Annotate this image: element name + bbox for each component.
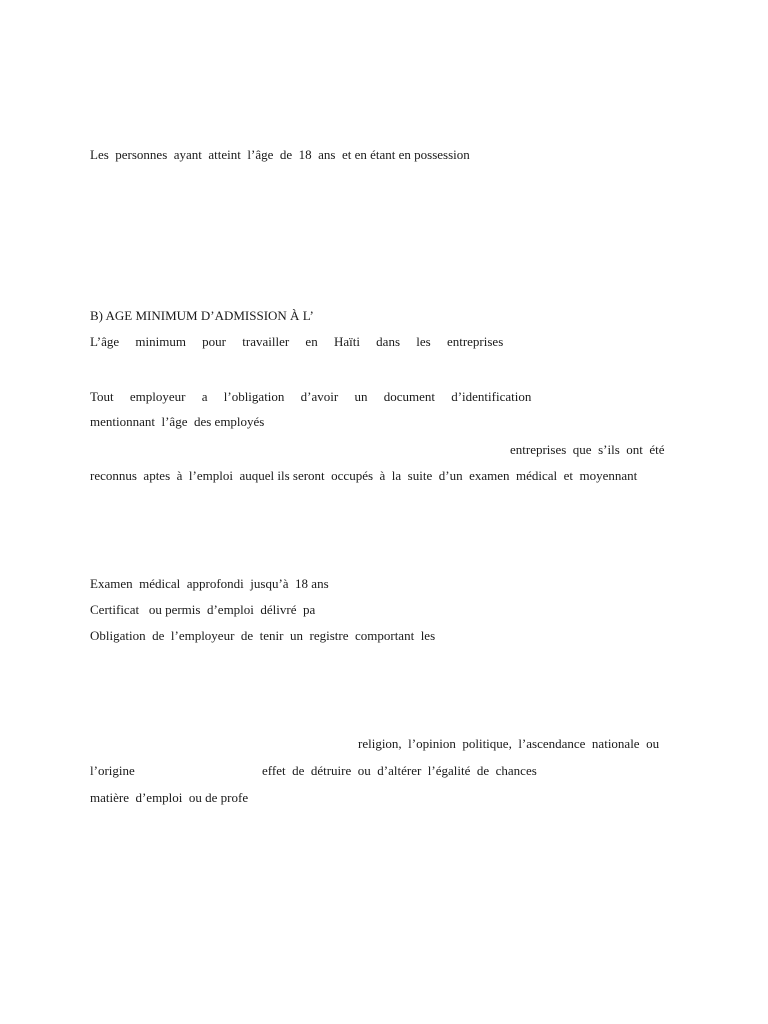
text-line-4: Tout employeur a l’obligation d’avoir un document d’identification [90, 389, 532, 404]
text-line-3: L’âge minimum pour travailler en Haïti dans les entreprises [90, 334, 504, 349]
text-line-9: Certificat ou permis d’emploi délivré pa [90, 602, 316, 617]
text-line-12: l’origine [90, 763, 135, 778]
text-line-8: Examen médical approfondi jusqu’à 18 ans [90, 576, 329, 591]
text-line-1: Les personnes ayant atteint l’âge de 18 ans et en étant en possession [90, 147, 470, 162]
text-line-7: reconnus aptes à l’emploi auquel ils seront occupés à la suite d’un examen médical et moyennant [90, 468, 638, 483]
text-line-13: effet de détruire ou d’altérer l’égalité de chances [262, 763, 537, 778]
text-line-14: matière d’emploi ou de profe [90, 790, 249, 805]
section-heading-b: B) AGE MINIMUM D’ADMISSION À L’ [90, 308, 314, 323]
text-line-10: Obligation de l’employeur de tenir un registre comportant les [90, 628, 436, 643]
text-line-6: entreprises que s’ils ont été [510, 442, 665, 457]
text-line-5: mentionnant l’âge des employés [90, 414, 265, 429]
text-line-11: religion, l’opinion politique, l’ascendance nationale ou [358, 736, 660, 751]
